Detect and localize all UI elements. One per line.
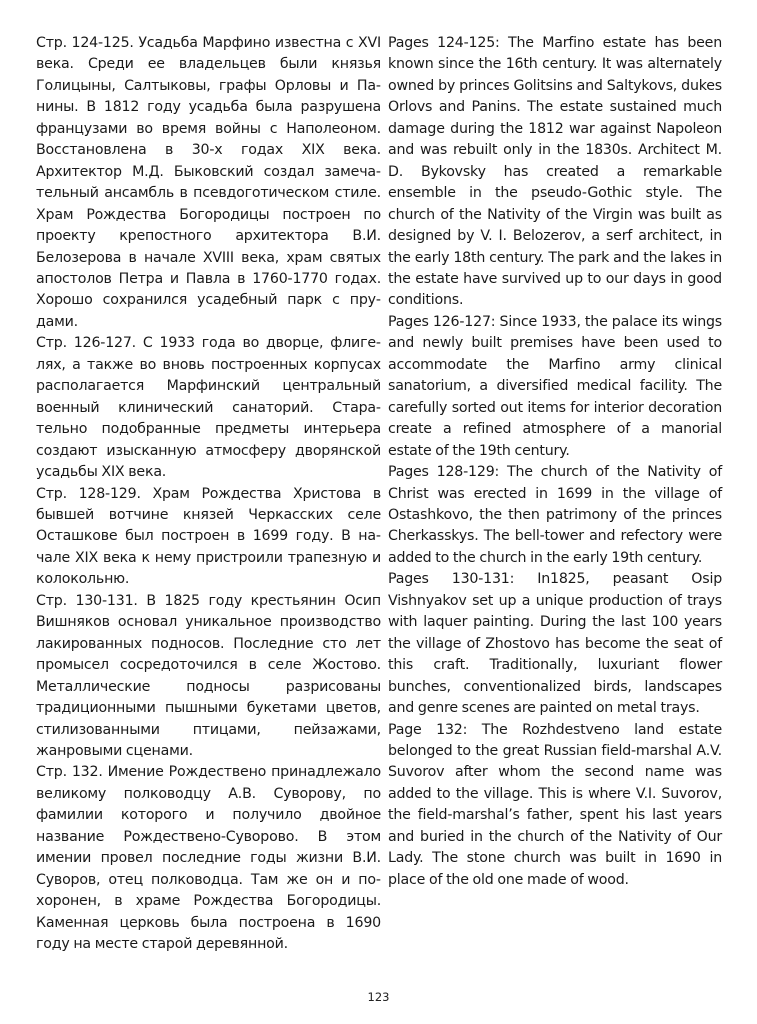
- en-paragraph-marfino: Pages 124-125: The Marfino estate has been known since the 16th century. It was alternately owned by princes Golitsins and Saltykovs, dukes Orlovs and Panins. The estate sustained much damage during the 1812 war against Napoleon and was rebuilt only in the 1830s. Architect M. D. Bykovsky has created a remarkable ensemble in the pseudo-Gothic style. The church of the Nativity of the Virgin was built as designed by V. I. Belozerov, a serf architect, in the early 18th century. The park and the lakes in the estate have survived up to our days in good conditions.: [388, 35, 722, 309]
- ru-paragraph-marfino: Стр. 124-125. Усадьба Марфино известна с XVI века. Среди ее владельцев были князья Голицыны, Салтыковы, графы Орловы и Панины. В 1812 году усадьба была разрушена французами во время войны с Наполеоном. Восстановлена в 30-х годах XIX века. Архитектор М.Д. Быковский создал замечательный ансамбль в псевдоготическом стиле. Храм Рождества Богородицы построен по проекту крепостного архитектора В.И. Белозерова в начале XVIII века, храм святых апостолов Петра и Павла в 1760-1770 годах. Хорошо сохранился усадебный парк с прудами.: [36, 35, 381, 330]
- ru-paragraph-rozhdestveno: Стр. 132. Имение Рождествено принадлежало великому полководцу А.В. Суворову, по фамилии которого и получило двойное название Рождествено-Суворово. В этом имении провел последние годы жизни В.И. Суворов, отец полководца. Там же он и похоронен, в храме Рождества Богородицы. Каменная церковь была построена в 1690 году на месте старой деревянной.: [36, 764, 381, 953]
- en-paragraph-sanatorium: Pages 126-127: Since 1933, the palace its wings and newly built premises have been used to accommodate the Marfino army clinical sanatorium, a diversified medical facility. The carefully sorted out items for interior decoration create a refined atmosphere of a manorial estate of the 19th century.: [388, 313, 722, 459]
- ru-paragraph-sanatorium: Стр. 126-127. С 1933 года во дворце, флигелях, а также во вновь построенных корпусах располагается Марфинский центральный военный клинический санаторий. Старательно подобранные предметы интерьера создают изысканную атмосферу дворянской усадьбы XIX века.: [36, 335, 381, 481]
- english-text-column: [388, 33, 722, 891]
- ru-paragraph-zhostovo: Стр. 130-131. В 1825 году крестьянин Осип Вишняков основал уникальное производство лакированных подносов. Последние сто лет промысел сосредоточился в селе Жостово. Металлические подносы разрисованы традиционными пышными букетами цветов, стилизованными птицами, пейзажами, жанровыми сценами.: [36, 592, 381, 759]
- en-paragraph-rozhdestveno: Page 132: The Rozhdestveno land estate belonged to the great Russian field-marshal A.V. Suvorov after whom the second name was added to the village. This is where V.I. Suvorov, the field-marshal’s father, spent his last years and buried in the church of the Nativity of Our Lady. The stone church was built in 1690 in place of the old one made of wood.: [388, 721, 722, 888]
- russian-text-column: [36, 33, 381, 955]
- en-paragraph-ostashkovo: Pages 128-129: The church of the Nativity of Christ was erected in 1699 in the village of Ostashkovo, the then patrimony of the princes Cherkasskys. The bell-tower and refectory were added to the church in the early 19th century.: [388, 464, 722, 566]
- page-number: 123: [367, 990, 390, 1004]
- ru-paragraph-ostashkovo: Стр. 128-129. Храм Рождества Христова в бывшей вотчине князей Черкасских селе Осташкове был построен в 1699 году. В начале XIX века к нему пристроили трапезную и колокольню.: [36, 485, 381, 588]
- en-paragraph-zhostovo: Pages 130-131: In1825, peasant Osip Vishnyakov set up a unique production of trays with laquer painting. During the last 100 years the village of Zhostovo has become the seat of this craft. Traditionally, luxuriant flower bunches, conventionalized birds, landscapes and genre scenes are painted on metal trays.: [388, 571, 722, 717]
